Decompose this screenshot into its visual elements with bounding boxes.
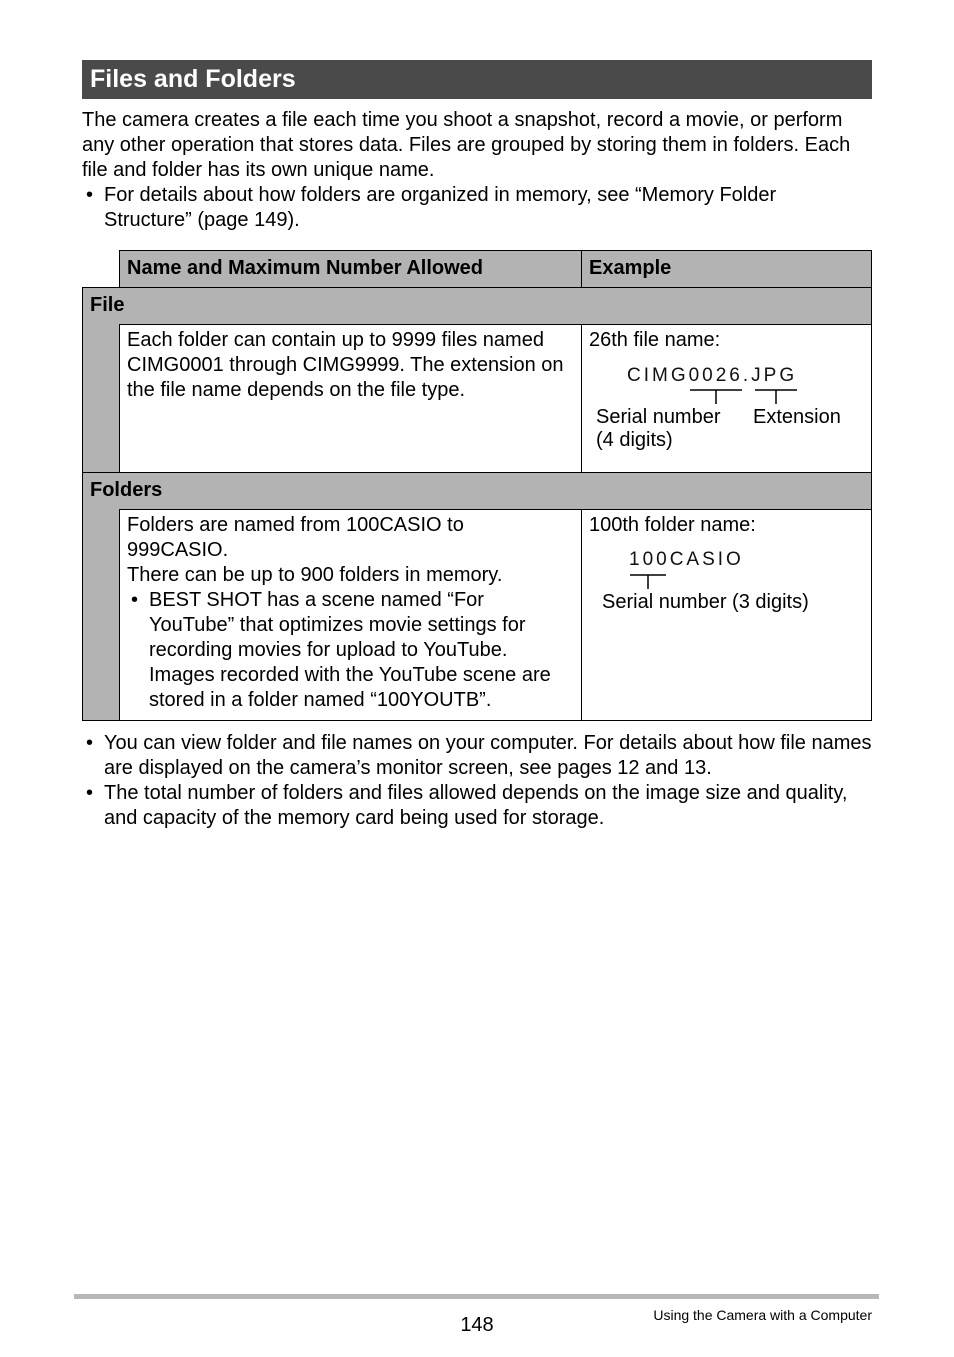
file-example xyxy=(581,324,872,472)
folder-code-suffix: CASIO xyxy=(669,549,744,570)
file-serial-label-line-2: (4 digits) xyxy=(596,429,673,451)
footer-section-name: Using the Camera with a Computer xyxy=(653,1307,872,1323)
folders-example xyxy=(581,509,872,721)
intro-paragraph: The camera creates a file each time you shoot a snapshot, record a movie, or perform any other operation that stores data. Files are grouped by storing them in folders. Each file and folder has its own unique name. xyxy=(82,109,851,181)
file-serial-label xyxy=(596,406,721,452)
folders-bullet xyxy=(127,588,573,713)
header-name: Name and Maximum Number Allowed xyxy=(119,250,581,287)
file-folder-table xyxy=(82,250,872,721)
folders-line-1: Folders are named from 100CASIO to xyxy=(127,514,464,536)
bullet-marker: • xyxy=(86,782,94,804)
folders-line-2: 999CASIO. xyxy=(127,539,229,561)
file-example-title: 26th file name: xyxy=(589,329,721,351)
intro-bullet-line-2: Structure” (page 149). xyxy=(104,209,300,231)
folders-example-title: 100th folder name: xyxy=(589,514,756,536)
note-text-2: The total number of folders and files allowed depends on the image size and quality, and capacity of the memory card being used for storage. xyxy=(104,782,848,829)
file-section-label: File xyxy=(82,287,872,324)
intro-bullet xyxy=(82,183,894,233)
folders-line-3: There can be up to 900 folders in memory. xyxy=(127,564,503,586)
bullet-marker: • xyxy=(131,589,139,611)
folders-description xyxy=(119,509,581,721)
file-code-prefix: CIMG xyxy=(627,365,689,386)
folder-code-bracket xyxy=(581,509,872,721)
footer-divider xyxy=(74,1294,879,1299)
folders-section-label: Folders xyxy=(82,472,872,509)
section-title: Files and Folders xyxy=(82,60,872,99)
note-text-1: You can view folder and file names on your computer. For details about how file names are displayed on the camera’s monitor screen, see pages 12 and 13. xyxy=(104,732,872,779)
folders-bullet-text: BEST SHOT has a scene named “For YouTube” that optimizes movie settings for recording movies for upload to YouTube. Images recorded with the YouTube scene are stored in a folder named “100YOUTB”. xyxy=(149,589,551,711)
bullet-marker: • xyxy=(86,732,94,754)
folder-code-serial: 100 xyxy=(629,549,670,570)
file-description: Each folder can contain up to 9999 files named CIMG0001 through CIMG9999. The extension on the file name depends on the file type. xyxy=(127,329,564,401)
note-item-2 xyxy=(82,781,872,831)
notes-list xyxy=(82,731,872,831)
note-item-1 xyxy=(82,731,872,781)
folders-indent-shade xyxy=(82,509,119,721)
folder-serial-label: Serial number (3 digits) xyxy=(602,591,809,613)
header-example: Example xyxy=(581,250,872,287)
bullet-marker: • xyxy=(86,184,94,206)
file-code-ext: JPG xyxy=(751,365,798,386)
file-code-dot: . xyxy=(742,365,752,386)
file-indent-shade xyxy=(82,324,119,472)
file-extension-label: Extension xyxy=(753,406,841,428)
intro-bullet-line-1: For details about how folders are organized in memory, see “Memory Folder xyxy=(104,184,777,206)
file-serial-label-line-1: Serial number xyxy=(596,406,721,428)
file-code-serial: 0026 xyxy=(688,365,743,386)
page-number: 148 xyxy=(460,1314,494,1336)
